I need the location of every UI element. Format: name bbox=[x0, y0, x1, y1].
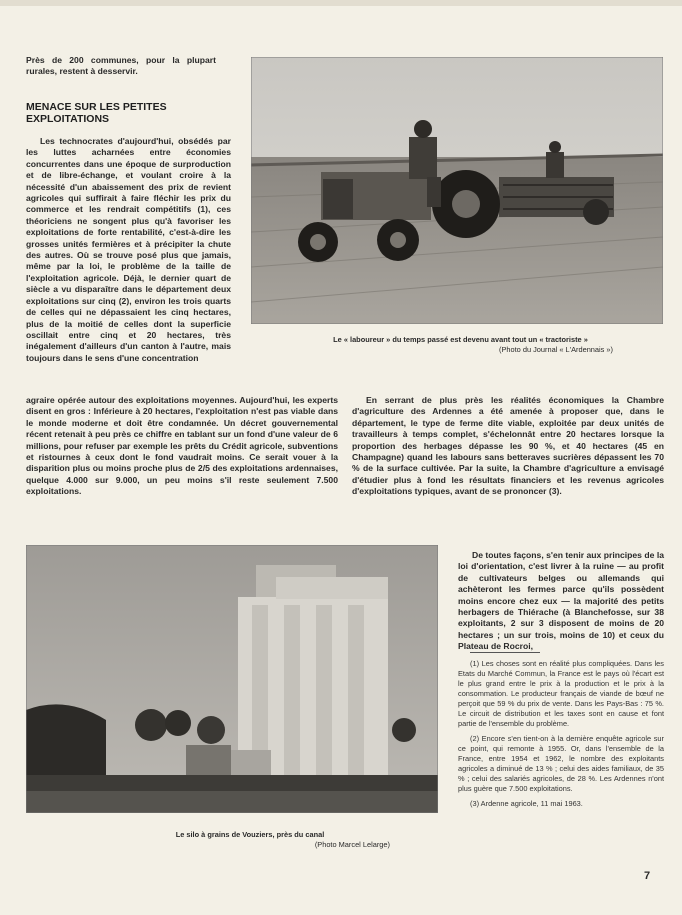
top-edge bbox=[0, 0, 682, 6]
footnote-3: (3) Ardenne agricole, 11 mai 1963. bbox=[470, 799, 583, 808]
footnote-rule bbox=[470, 652, 540, 653]
left-column-continuation: agraire opérée autour des exploitations moyennes. Aujourd'hui, les experts disent en gros : Inférieure à 20 hectares, l'exploitation n'est pas viable dans le monde moderne et doit être condamnée. Un décret gouvernemental récent retenait à peu près ce chiffre en tablant sur un fond d'une valeur de 6 millions, pour refuser par exemple les prêts du Crédit agricole, subventions et ristournes à ceux dont le fond vaudrait moins. Ce serait vouer à la disparition plus ou moins proche plus de 2/5 des exploitations ardennaises, quelque 4.000 sur 9.000, un peu moins s'il reste seulement 7.500 exploitations. bbox=[26, 395, 338, 497]
silo-caption-credit: (Photo Marcel Lelarge) bbox=[314, 840, 390, 849]
silo-photo-caption bbox=[100, 830, 400, 850]
tractor-caption-text: Le « laboureur » du temps passé est devenu avant tout un « tractoriste » bbox=[333, 335, 588, 344]
footnote-2: (2) Encore s'en tient-on à la dernière enquête agricole sur ce point, qui remonte à 1955. Or, dans l'ensemble de la France, entre 1954 et 1962, le nombre des exploitants agricoles a diminué de 13 % ; celui des aides familiaux, de 35 % ; celui des salariés agricoles, de 28 %. Les Ardennes n'ont plus guère que 7.500 exploitations. bbox=[458, 734, 664, 793]
silo-photo bbox=[26, 545, 438, 813]
footnotes bbox=[458, 652, 664, 814]
silo-caption-text: Le silo à grains de Vouziers, près du canal bbox=[175, 830, 325, 839]
right-column-paragraph: En serrant de plus près les réalités économiques la Chambre d'agriculture des Ardennes a été amenée à proposer que, dans le département, le type de ferme dite viable, exploitée par deux unités de travailleurs à temps complet, s'échelonnât entre 20 hectares lorsque la proportion des herbages dépasse les 90 %, et 40 hectares (45 en Champagne) quand les labours sans betteraves sucrières dépassent les 70 % de la surface cultivée. Par la suite, la Chambre d'agriculture a envisagé d'étudier plus à fond les résultats financiers et les revenus agricoles d'exploitations typiques, avant de se prononcer (3). bbox=[352, 395, 664, 497]
tractor-caption-credit: (Photo du Journal « L'Ardennais ») bbox=[499, 345, 613, 354]
footnote-1: (1) Les choses sont en réalité plus compliquées. Dans les Etats du Marché Commun, la France est le pays où l'écart est le plus grand entre le prix à la production et le prix à la consommation. Le producteur français de viande de bœuf ne perçoit que 59 % du prix de vente. Dans les Pays-Bas : 75 %. Le circuit de distribution et les taxes sont en cause et font partie de l'ensemble du problème. bbox=[458, 659, 664, 728]
section-heading: MENACE SUR LES PETITES EXPLOITATIONS bbox=[26, 101, 167, 125]
page-number: 7 bbox=[644, 870, 651, 882]
intro-paragraph: Près de 200 communes, pour la plupart rurales, restent à desservir. bbox=[26, 55, 216, 77]
tractor-photo-caption bbox=[268, 335, 653, 355]
left-column-paragraph: Les technocrates d'aujourd'hui, obsédés par les luttes acharnées entre économies concurrentes dans une époque de surproduction et de libre-échange, et voulant croire à la nécessité d'un abaissement des prix de revient agricoles qui suffirait à faire fléchir les prix du commerce et les rendrait compétitifs (1), ces théoriciens ne songent plus qu'à favoriser les exploitations de forte rentabilité, c'est-à-dire les grosses unités fermières et à précipiter la chute des autres. Où se trouve posé plus que jamais, même par la loi, le problème de la taille de l'exploitation agricole. Déjà, le dernier quart de siècle a vu disparaître dans le département deux exploitations sur cinq (2), environ les trois quarts de celles qui ne dépassaient les cinq hectares, plus de la moitié de celles dont la superficie oscillait entre cinq et 20 hectares, très inégalement d'ailleurs d'un canton à l'autre, mais toujours dans le sens d'une concentration bbox=[26, 136, 231, 363]
right-column-lower-paragraph: De toutes façons, s'en tenir aux principes de la loi d'orientation, c'est livrer à la ruine — au profit de cultivateurs belges ou allemands qui achèteront les fermes parce qu'ils possèdent moins encore chez eux — la majorité des petits herbagers de Thiérache (à Blanchefosse, sur 38 exploitants, 2 sur 3 disposent de moins de 20 hectares ; un sur trois, moins de 10) et ceux du Plateau de Rocroi, bbox=[458, 550, 664, 652]
tractor-photo bbox=[251, 57, 663, 324]
